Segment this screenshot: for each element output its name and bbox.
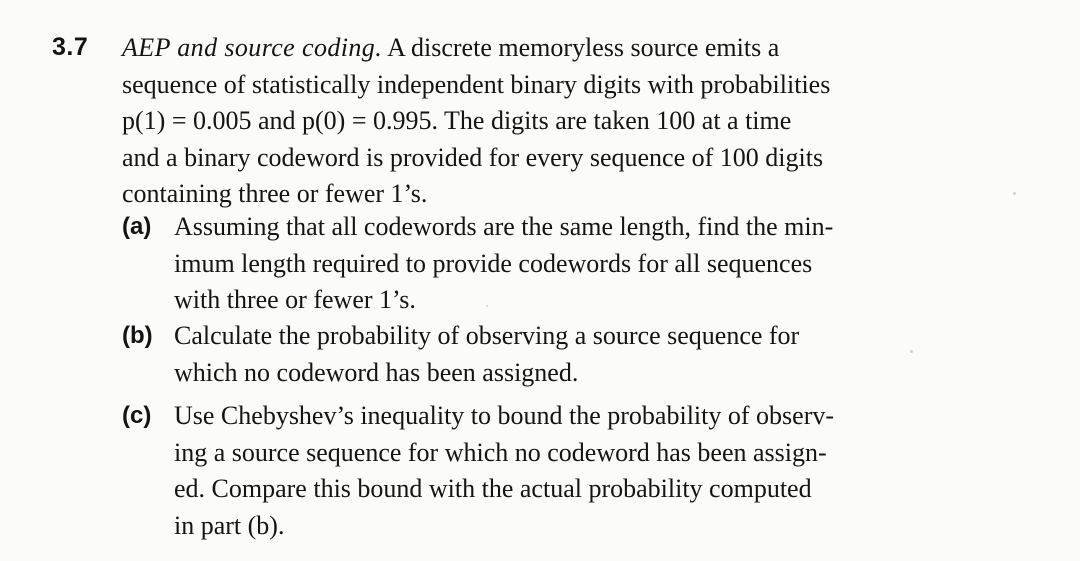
part-label: (c) [122, 402, 152, 429]
part-body [174, 398, 972, 544]
stem-line-1 [122, 30, 952, 67]
part-label: (a) [122, 213, 152, 240]
part-body [174, 318, 972, 391]
part-line: Calculate the probability of observing a source sequence for [174, 321, 800, 350]
part-body [174, 209, 972, 319]
scan-speck [910, 350, 913, 353]
part-line: Assuming that all codewords are the same length, find the min- [174, 212, 834, 241]
stem-line: and a binary codeword is provided for every sequence of 100 digits [122, 142, 824, 172]
part-line: ing a source sequence for which no codeword has been assign- [174, 437, 827, 467]
part-line: ed. Compare this bound with the actual probability computed [174, 474, 812, 503]
problem-title: AEP and source coding. [122, 33, 383, 62]
scan-speck [486, 305, 488, 307]
stem-line: sequence of statistically independent binary digits with probabilities [122, 69, 831, 99]
part-c [122, 398, 972, 544]
stem-line: p(1) = 0.005 and p(0) = 0.995. The digits are taken 100 at a time [122, 106, 792, 135]
part-a [122, 209, 972, 319]
part-b [122, 318, 972, 391]
problem-number: 3.7 [52, 33, 89, 61]
part-label: (b) [122, 322, 153, 349]
part-line: which no codeword has been assigned. [174, 357, 579, 387]
part-line: Use Chebyshev’s inequality to bound the probability of observ- [174, 401, 835, 430]
problem-stem [122, 30, 952, 213]
part-line: in part (b). [174, 510, 285, 540]
scan-speck [1013, 192, 1016, 195]
stem-text: A discrete memoryless source emits a [387, 33, 780, 62]
stem-line: containing three or fewer 1’s. [122, 179, 428, 208]
part-line: with three or fewer 1’s. [174, 285, 416, 314]
part-line: imum length required to provide codewords for all sequences [174, 248, 813, 278]
